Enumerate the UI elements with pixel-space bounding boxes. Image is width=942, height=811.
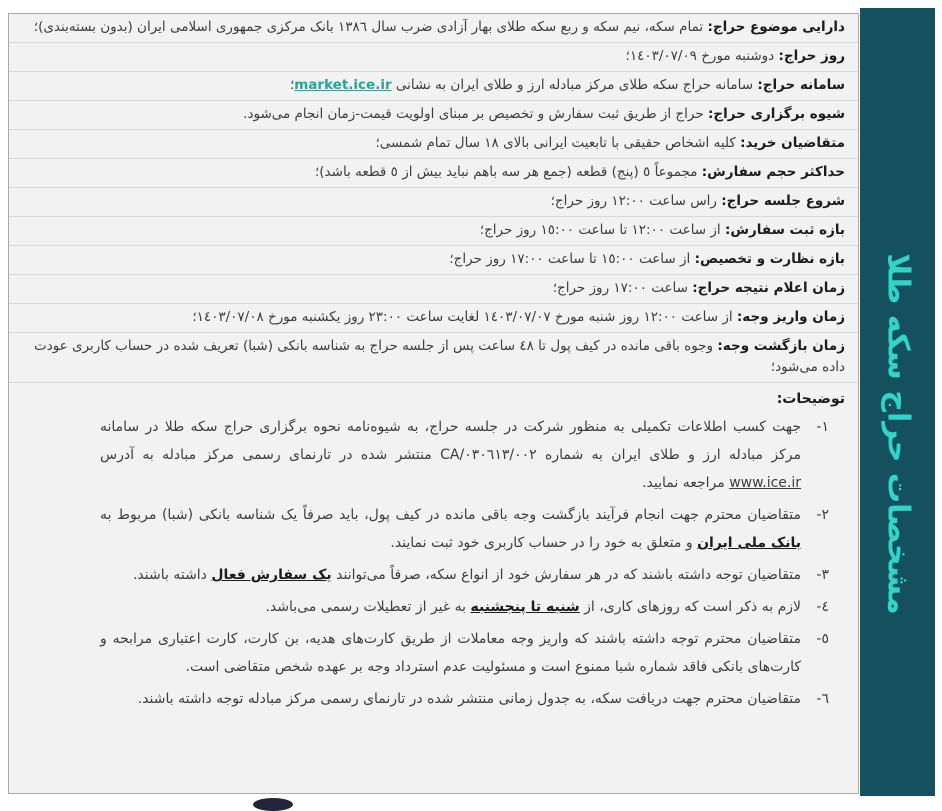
row-label: زمان اعلام نتیجه حراج: — [692, 280, 845, 296]
row-label: شیوه برگزاری حراج: — [708, 106, 845, 122]
table-row: سامانه حراج: سامانه حراج سکه طلای مرکز مبادله ارز و طلای ایران به نشانی market.ice.ir؛ — [9, 72, 858, 101]
ice-site-link[interactable]: www.ice.ir — [729, 475, 801, 491]
row-label: بازه ثبت سفارش: — [724, 222, 845, 238]
note-text: متقاضیان محترم توجه داشته باشند که واریز وجه معاملات از طریق کارت‌های هدیه، بن کارت، کارت اعتباری مرابحه و کارت‌های بانکی فاقد شماره شبا ممنوع است و مسئولیت عدم استرداد وجه بر عهده شخص متقاضی است. — [100, 631, 801, 675]
note-text: متقاضیان توجه داشته باشند که در هر سفارش خود از انواع سکه، صرفاً می‌توانند یک سفارش فعال داشته باشند. — [132, 567, 801, 583]
table-row: دارایی موضوع حراج: تمام سکه، نیم سکه و ربع سکه طلای بهار آزادی ضرب سال ١٣٨٦ بانک مرکزی جمهوری اسلامی ایران (بدون بسته‌بندی)؛ — [9, 14, 858, 43]
table-row: متقاضیان خرید: کلیه اشخاص حقیقی با تابعیت ایرانی بالای ١٨ سال تمام شمسی؛ — [9, 130, 858, 159]
partial-logo — [253, 798, 293, 811]
note-number: ٤- — [816, 599, 829, 615]
note-item — [22, 561, 841, 589]
note-item — [22, 413, 841, 497]
spec-table — [8, 13, 859, 794]
side-banner — [860, 8, 935, 796]
document-number: CA/٠٣٠٦١٣/٠٠٢ — [440, 447, 537, 463]
row-label: بازه نظارت و تخصیص: — [694, 251, 845, 267]
row-label: سامانه حراج: — [757, 77, 845, 93]
note-number: ٦- — [816, 691, 829, 707]
table-row: شیوه برگزاری حراج: حراج از طریق ثبت سفارش و تخصیص بر مبنای اولویت قیمت-زمان انجام می‌شود. — [9, 101, 858, 130]
note-item — [22, 685, 841, 713]
note-number: ٣- — [816, 567, 829, 583]
market-site-link[interactable]: market.ice.ir — [294, 77, 392, 93]
emphasized-text: یک سفارش فعال — [211, 567, 332, 583]
table-row: بازه ثبت سفارش: از ساعت ١٢:٠٠ تا ساعت ١٥:٠٠ روز حراج؛ — [9, 217, 858, 246]
note-text: متقاضیان محترم جهت انجام فرآیند بازگشت وجه باقی مانده در کیف پول، باید صرفاً یک شناسه بانکی (شبا) مربوط به بانک ملی ایران و متعلق به خود را در حساب کاربری خود ثبت نمایند. — [100, 507, 801, 551]
note-text: جهت کسب اطلاعات تکمیلی به منظور شرکت در جلسه حراج، به شیوه‌نامه نحوه برگزاری حراج سکه طلا در سامانه مرکز مبادله ارز و طلای ایران به شماره CA/٠٣٠٦١٣/٠٠٢ منتشر شده در تارنمای رسمی مرکز مبادله به آدرس www.ice.ir مراجعه نمایید. — [100, 419, 801, 491]
row-label: شروع جلسه حراج: — [721, 193, 845, 209]
table-row: زمان بازگشت وجه: وجوه باقی مانده در کیف پول تا ٤٨ ساعت پس از جلسه حراج به شناسه بانکی (شبا) تعریف شده در حساب کاربری عودت داده می‌شود؛ — [9, 333, 858, 383]
note-text: لازم به ذکر است که روزهای کاری، از شنبه تا پنجشنبه به غیر از تعطیلات رسمی می‌باشد. — [265, 599, 801, 615]
note-item — [22, 501, 841, 557]
row-label: متقاضیان خرید: — [740, 135, 845, 151]
row-label: زمان بازگشت وجه: — [717, 338, 845, 354]
table-row: زمان واریز وجه: از ساعت ١٢:٠٠ روز شنبه مورخ ١٤٠٣/٠٧/٠٧ لغایت ساعت ٢٣:٠٠ روز یکشنبه مورخ ١٤٠٣/٠٧/٠٨؛ — [9, 304, 858, 333]
row-label: حداکثر حجم سفارش: — [701, 164, 845, 180]
spec-rows — [9, 14, 858, 383]
note-text: متقاضیان محترم جهت دریافت سکه، به جدول زمانی منتشر شده در تارنمای رسمی مرکز مبادله توجه داشته باشند. — [137, 691, 801, 707]
table-row: زمان اعلام نتیجه حراج: ساعت ١٧:٠٠ روز حراج؛ — [9, 275, 858, 304]
row-label: زمان واریز وجه: — [736, 309, 845, 325]
table-row: روز حراج: دوشنبه مورخ ١٤٠٣/٠٧/٠٩؛ — [9, 43, 858, 72]
emphasized-text: بانک ملی ایران — [697, 535, 801, 551]
notes-title: توضیحات: — [776, 391, 845, 407]
side-banner-title: مشخصات حراج سکه طلا — [880, 252, 915, 615]
note-item — [22, 593, 841, 621]
row-label: روز حراج: — [778, 48, 845, 64]
notes-list — [22, 413, 845, 713]
note-item — [22, 625, 841, 681]
table-row: شروع جلسه حراج: راس ساعت ١٢:٠٠ روز حراج؛ — [9, 188, 858, 217]
note-number: ٢- — [816, 507, 829, 523]
note-number: ١- — [816, 419, 829, 435]
table-row: بازه نظارت و تخصیص: از ساعت ١٥:٠٠ تا ساعت ١٧:٠٠ روز حراج؛ — [9, 246, 858, 275]
table-row: حداکثر حجم سفارش: مجموعاً ٥ (پنج) قطعه (جمع هر سه باهم نباید بیش از ٥ قطعه باشد)؛ — [9, 159, 858, 188]
emphasized-text: شنبه تا پنجشنبه — [470, 599, 580, 615]
note-number: ٥- — [816, 631, 829, 647]
notes-section — [9, 383, 858, 723]
row-label: دارایی موضوع حراج: — [707, 19, 845, 35]
